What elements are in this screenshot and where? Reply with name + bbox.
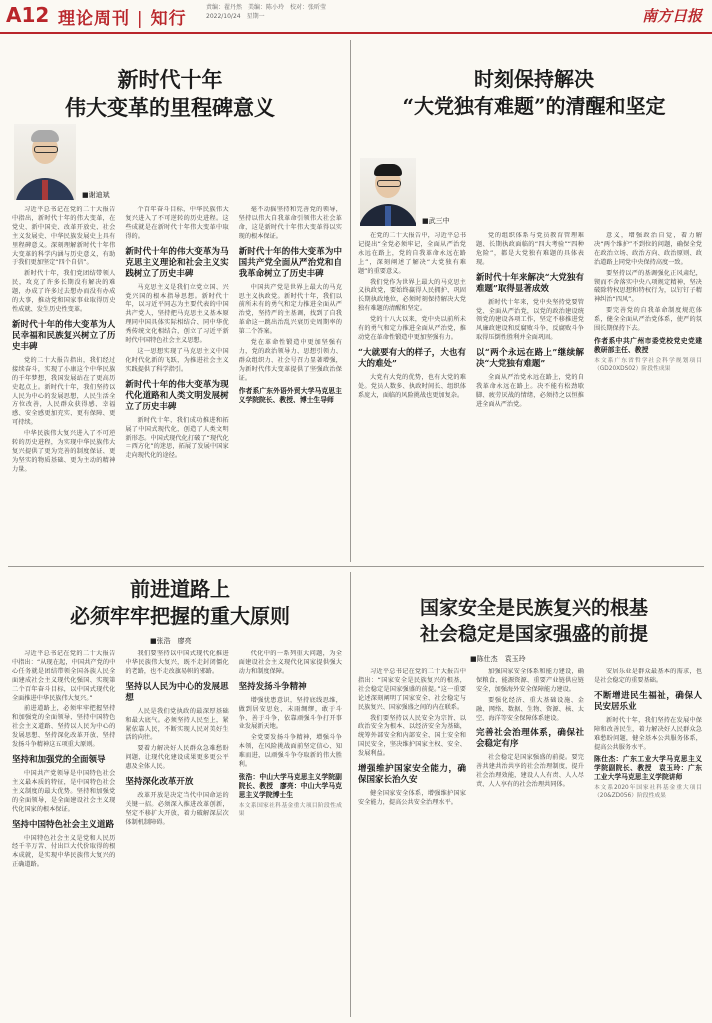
page-header <box>0 0 712 34</box>
article-4-subhead: 完善社会治理体系，确保社会稳定有序 <box>476 728 584 750</box>
article-3-subhead: 坚持深化改革开放 <box>125 777 194 788</box>
article-2-subhead: 以“两个永远在路上”继续解决“大党独有难题” <box>476 348 584 370</box>
article-4-bio: 陈仕杰：广东工业大学马克思主义学院副院长、教授 袁玉玲：广东工业大学马克思主义学院讲师 <box>594 755 702 782</box>
article-4-title: 国家安全是民族复兴的根基 社会稳定是国家强盛的前提 <box>419 597 648 645</box>
newspaper-logo: 南方日报 <box>641 7 702 25</box>
article-4-subhead: 不断增进民生福祉，确保人民安居乐业 <box>594 690 702 712</box>
article-1-bio: 作者系广东外语外贸大学马克思主义学院院长、教授、博士生导师 <box>238 386 342 404</box>
article-4-author: ■陈仕杰 袁玉玲 <box>470 655 526 663</box>
article-3-subhead: 坚持和加强党的全面领导 <box>12 754 106 765</box>
article-2-bio: 作者系中共广州市委党校党史党建教研部主任、教授 <box>594 336 702 354</box>
article-2-author: ■武三中 <box>422 217 450 225</box>
article-1-intro: 习近平总书记在党的二十大报告中指出，新时代十年的伟大变革，在党史、新中国史、改革开放史、社会主义发展史、中华民族发展史上具有里程碑意义。深刻理解新时代十年伟大变革的科学内涵与历史意义，有助于我们更加坚定“四个自信”。 <box>12 206 116 267</box>
article-3-note: 本文系国家社科基金重大项目阶段性成果 <box>238 802 342 817</box>
article-4-body: 习近平总书记在党的二十大报告中指出：“国家安全是民族复兴的根基，社会稳定是国家强盛的前提。”这一重要论述深刻阐明了国家安全、社会稳定与民族复兴、国家强盛之间的内在联系。 我们要坚持以人民安全为宗旨、以政治安全为根本、以经济安全为基础，统筹外部安全和内部安全、国土安全和国民安全，坚决维护国家主权、安全、发展利益。 增强维护国家安全能力，确保国家长治久安 健全国家安全体系，增强维护国家安全能力，提高公共安全治理水平。 加强国家安全体系和能力建设，确保粮食、能源资源、重要产业链供应链安全，加强海外安全保障能力建设。 要强化经济、重大基础设施、金融、网络、数据、生物、资源、核、太空、海洋等安全保障体系建设。 完善社会治理体系，确保社会稳定有序 社会稳定是国家强盛的前提。要完善共建共治共享的社会治理制度，提升社会治理效能，建设人人有责、人人尽责、人人享有的社会治理共同体。 安居乐业是群众最基本的需求，也是社会稳定的重要基础。 不断增进民生福祉，确保人民安居乐业 新时代十年，我们坚持在发展中保障和改善民生，着力解决好人民群众急难愁盼问题，健全基本公共服务体系，提高公共服务水平。 陈仕杰：广东工业大学马克思主义学院副院长、教授 袁玉玲：广东工业大学马克思主义学院讲师 本文系2020年国家社科基金重大项目（20&ZD056）阶段性成果 <box>358 668 702 806</box>
article-1-author-photo <box>14 124 76 200</box>
article-3-author: ■张浩 廖亮 <box>150 637 192 645</box>
article-1-author: ■谢迪斌 <box>82 191 110 199</box>
article-2-note: 本文系广东省哲学社会科学规划项目（GD20XDS02）阶段性成果 <box>594 357 702 372</box>
article-2-author-photo <box>360 158 416 226</box>
column-divider <box>350 40 351 562</box>
article-4-note: 本文系2020年国家社科基金重大项目（20&ZD056）阶段性成果 <box>594 785 702 800</box>
article-2-intro: 在党的二十大报告中，习近平总书记提出“全党必须牢记，全面从严治党永远在路上，党的自我革命永远在路上”，深刻阐述了解决“大党独有难题”的重要意义。 <box>358 232 466 275</box>
article-1-subhead: 新时代十年的伟大变革为现代化道路和人类文明发展树立了历史丰碑 <box>125 379 229 412</box>
article-2-subhead: “大就要有大的样子，大也有大的难处” <box>358 347 466 369</box>
article-3-subhead: 坚持发扬斗争精神 <box>238 681 307 692</box>
editor-meta: 责编：翟丹然 美编：陈小玲 校对：张昕莹 2022/10/24 星期一 <box>206 4 327 20</box>
article-3-subhead: 坚持以人民为中心的发展思想 <box>125 681 229 703</box>
article-3-subhead: 坚持中国特色社会主义道路 <box>12 819 115 830</box>
article-4-subhead: 增强维护国家安全能力，确保国家长治久安 <box>358 764 466 786</box>
column-divider <box>350 572 351 1017</box>
article-3-title: 前进道路上 必须牢牢把握的重大原则 <box>70 577 290 628</box>
article-3-intro: 习近平总书记在党的二十大报告中指出：“从现在起，中国共产党的中心任务就是团结带领全国各族人民全面建成社会主义现代化强国、实现第二个百年奋斗目标，以中国式现代化全面推进中华民族伟大复兴。” <box>12 650 116 702</box>
article-2-subhead: 新时代十年来解决“大党独有难题”取得显著成效 <box>476 272 584 294</box>
page-code: A12 <box>6 3 50 27</box>
section-title: 理论周刊 | 知行 <box>58 9 187 29</box>
article-4-intro: 习近平总书记在党的二十大报告中指出：“国家安全是民族复兴的根基，社会稳定是国家强盛的前提。”这一重要论述深刻阐明了国家安全、社会稳定与民族复兴、国家强盛之间的内在联系。 <box>358 668 466 711</box>
article-1-title: 新时代十年 伟大变革的里程碑意义 <box>65 67 275 121</box>
article-1-subhead: 新时代十年的伟大变革为人民幸福和民族复兴树立了历史丰碑 <box>12 319 116 352</box>
article-1-subhead: 新时代十年的伟大变革为马克思主义理论和社会主义实践树立了历史丰碑 <box>125 246 229 279</box>
section-divider <box>8 566 704 567</box>
article-1-subhead: 新时代十年的伟大变革为中国共产党全面从严治党和自我革命树立了历史丰碑 <box>238 246 342 279</box>
article-2-body: 在党的二十大报告中，习近平总书记提出“全党必须牢记，全面从严治党永远在路上，党的自我革命永远在路上”，深刻阐述了解决“大党独有难题”的重要意义。 我们党作为世界上最大的马克思主义执政党，要始终赢得人民拥护、巩固长期执政地位，必须时刻保持解决大党独有难题的清醒和坚定。 党的十八大以来，党中央以前所未有的勇气和定力推进全面从严治党，推动党在革命性锻造中更加坚强有力。 “大就要有大的样子，大也有大的难处” 大党有大党的优势，也有大党的难处。党员人数多、执政时间长、组织体系庞大，面临的风险挑战也更加复杂。 党的组织体系与党员教育管理难题、长期执政面临的“四大考验”“四种危险”，都是大党独有难题的具体表现。 新时代十年来解决“大党独有难题”取得显著成效 新时代十年来，党中央坚持党要管党、全面从严治党，以党的政治建设统领党的建设各项工作，坚定不移推进党风廉政建设和反腐败斗争，反腐败斗争取得压倒性胜利并全面巩固。 以“两个永远在路上”继续解决“大党独有难题” 全面从严治党永远在路上，党的自我革命永远在路上。决不能有松劲歇脚、疲劳厌战的情绪，必须持之以恒推进全面从严治党。 意义，增强政治自觉，着力解决“两个维护”不到位的问题，确保全党在政治立场、政治方向、政治原则、政治道路上同党中央保持高度一致。 要坚持以严的基调强化正风肃纪，锲而不舍落实中央八项规定精神，坚决破除特权思想和特权行为，以钉钉子精神纠治“四风”。 要完善党的自我革命制度规范体系，健全全面从严治党体系，使严的氛围长期保持下去。 作者系中共广州市委党校党史党建教研部主任、教授 本文系广东省哲学社会科学规划项目（GD20XDS02）阶段性成果 <box>358 232 702 408</box>
article-2-title: 时刻保持解决 “大党独有难题”的清醒和坚定 <box>402 67 666 118</box>
article-3-body: 习近平总书记在党的二十大报告中指出：“从现在起，中国共产党的中心任务就是团结带领全国各族人民全面建成社会主义现代化强国、实现第二个百年奋斗目标，以中国式现代化全面推进中华民族伟大复兴。” 前进道路上，必须牢牢把握坚持和加强党的全面领导、坚持中国特色社会主义道路、坚持以人民为中心的发展思想、坚持深化改革开放、坚持发扬斗争精神这五项重大原则。 坚持和加强党的全面领导 中国共产党领导是中国特色社会主义最本质的特征，是中国特色社会主义制度的最大优势。坚持和加强党的全面领导，是全面建设社会主义现代化国家的根本保证。 坚持中国特色社会主义道路 中国特色社会主义是党和人民历经千辛万苦、付出巨大代价取得的根本成就，是实现中华民族伟大复兴的正确道路。 我们要坚持以中国式现代化推进中华民族伟大复兴，既不走封闭僵化的老路，也不走改旗易帜的邪路。 坚持以人民为中心的发展思想 人民是我们党执政的最深厚基础和最大底气。必须坚持人民至上，紧紧依靠人民，不断实现人民对美好生活的向往。 要着力解决好人民群众急难愁盼问题，让现代化建设成果更多更公平惠及全体人民。 坚持深化改革开放 改革开放是决定当代中国命运的关键一招。必须深入推进改革创新，坚定不移扩大开放，着力破解深层次体制机制障碍。 代化中的一系列重大问题，为全面建设社会主义现代化国家提供强大动力和制度保障。 坚持发扬斗争精神 增强忧患意识，坚持底线思维，做到居安思危、未雨绸缪，敢于斗争、善于斗争，依靠顽强斗争打开事业发展新天地。 全党要发扬斗争精神，增强斗争本领，在风险挑战面前坚定信心、知难而进，以顽强斗争夺取新的伟大胜利。 张浩：中山大学马克思主义学院副院长、教授 廖亮：中山大学马克思主义学院博士生 本文系国家社科基金重大项目阶段性成果 <box>12 650 342 869</box>
article-3-bio: 张浩：中山大学马克思主义学院副院长、教授 廖亮：中山大学马克思主义学院博士生 <box>238 772 342 799</box>
article-1-body: 习近平总书记在党的二十大报告中指出，新时代十年的伟大变革，在党史、新中国史、改革开放史、社会主义发展史、中华民族发展史上具有里程碑意义。深刻理解新时代十年伟大变革的科学内涵与历史意义，有助于我们更加坚定“四个自信”。 新时代十年，我们党团结带领人民，攻克了许多长期没有解决的难题，办成了许多过去想办而没有办成的大事，推动党和国家事业取得历史性成就、发生历史性变革。 新时代十年的伟大变革为人民幸福和民族复兴树立了历史丰碑 党的二十大报告指出，我们经过接续奋斗，实现了小康这个中华民族的千年梦想，我国发展站在了更高历史起点上。新时代十年，我们坚持以人民为中心的发展思想，人民生活全方位改善，人民群众获得感、幸福感、安全感更加充实、更有保障、更可持续。 中华民族伟大复兴进入了不可逆转的历史进程，为实现中华民族伟大复兴提供了更为完善的制度保证、更为坚实的物质基础、更为主动的精神力量。 个百年奋斗目标，中华民族伟大复兴进入了不可逆转的历史进程。这些成就是在新时代十年伟大变革中取得的。 新时代十年的伟大变革为马克思主义理论和社会主义实践树立了历史丰碑 马克思主义是我们立党立国、兴党兴国的根本指导思想。新时代十年，以习近平同志为主要代表的中国共产党人，坚持把马克思主义基本原理同中国具体实际相结合、同中华优秀传统文化相结合，创立了习近平新时代中国特色社会主义思想。 这一思想实现了马克思主义中国化时代化新的飞跃，为推进社会主义实践提供了科学指引。 新时代十年的伟大变革为现代化道路和人类文明发展树立了历史丰碑 新时代十年，我们成功推进和拓展了中国式现代化，创造了人类文明新形态。中国式现代化打破了“现代化＝西方化”的迷思，拓展了发展中国家走向现代化的途径。 毫不动摇坚持和完善党的领导，坚持以伟大自我革命引领伟大社会革命，这是新时代十年伟大变革得以实现的根本保证。 新时代十年的伟大变革为中国共产党全面从严治党和自我革命树立了历史丰碑 中国共产党是世界上最大的马克思主义执政党。新时代十年，我们以前所未有的勇气和定力推进全面从严治党，坚持严的主基调，找到了自我革命这一跳出治乱兴衰历史周期率的第二个答案。 党在革命性锻造中更加坚强有力，党的政治领导力、思想引领力、群众组织力、社会号召力显著增强，为新时代伟大变革提供了坚强政治保证。 作者系广东外语外贸大学马克思主义学院院长、教授、博士生导师 <box>12 206 342 473</box>
